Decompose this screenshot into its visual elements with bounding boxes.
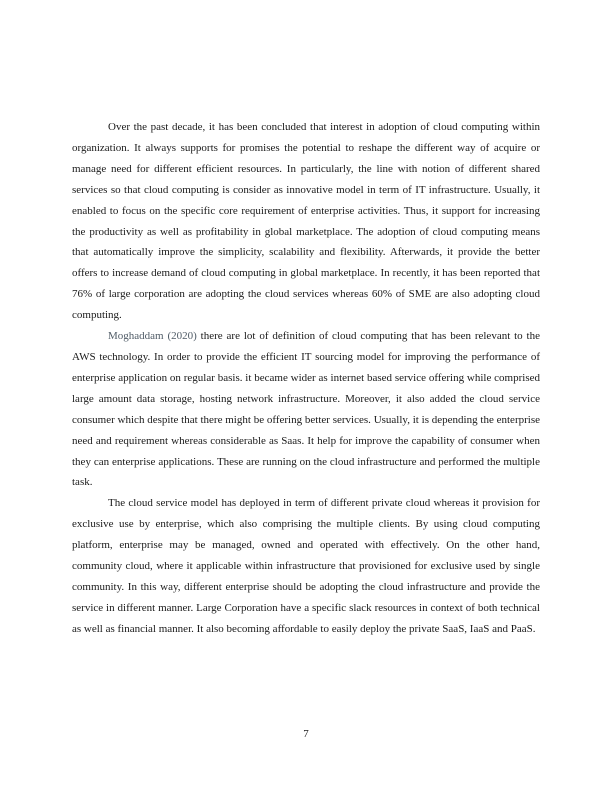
paragraph-2 [72, 326, 540, 493]
citation-author: Moghaddam (2020) [108, 330, 197, 343]
body-text [72, 117, 540, 640]
paragraph-2-text: there are lot of definition of cloud computing that has been relevant to the AWS technology. In order to provide the efficient IT sourcing model for improving the performance of enterprise application on regular basis. it became wider as internet based service offering while comprised large amount data storage, hosting network infrastructure. Moreover, it also added the cloud service consumer which despite that there might be offering better services. Usually, it is depending the enterprise need and requirement whereas considerable as Saas. It help for improve the capability of consumer when they can enterprise applications. These are running on the cloud infrastructure and performed the multiple task. [72, 330, 540, 489]
paragraph-1-text: Over the past decade, it has been concluded that interest in adoption of cloud computing within organization. It always supports for promises the potential to reshape the different way of acquire or manage need for different efficient resources. In particularly, the line with notion of different shared services so that cloud computing is consider as innovative model in term of IT infrastructure. Usually, it enabled to focus on the specific core requirement of enterprise activities. Thus, it support for increasing the productivity as well as profitability in global marketplace. The adoption of cloud computing means that automatically improve the simplicity, scalability and flexibility. Afterwards, it provide the better offers to increase demand of cloud computing in global marketplace. In recently, it has been reported that 76% of large corporation are adopting the cloud services whereas 60% of SME are also adopting cloud computing. [72, 121, 540, 322]
paragraph-3-text: The cloud service model has deployed in term of different private cloud whereas it provision for exclusive use by enterprise, which also comprising the multiple clients. By using cloud computing platform, enterprise may be managed, owned and operated with effectively. On the other hand, community cloud, where it applicable within infrastructure that provisioned for exclusive used by single community. In this way, different enterprise should be adopting the cloud infrastructure and provide the service in different manner. Large Corporation have a specific slack resources in context of both technical as well as financial manner. It also becoming affordable to easily deploy the private SaaS, IaaS and PaaS. [72, 497, 540, 635]
paragraph-1 [72, 117, 540, 326]
page-number: 7 [303, 728, 309, 740]
paragraph-3 [72, 493, 540, 639]
